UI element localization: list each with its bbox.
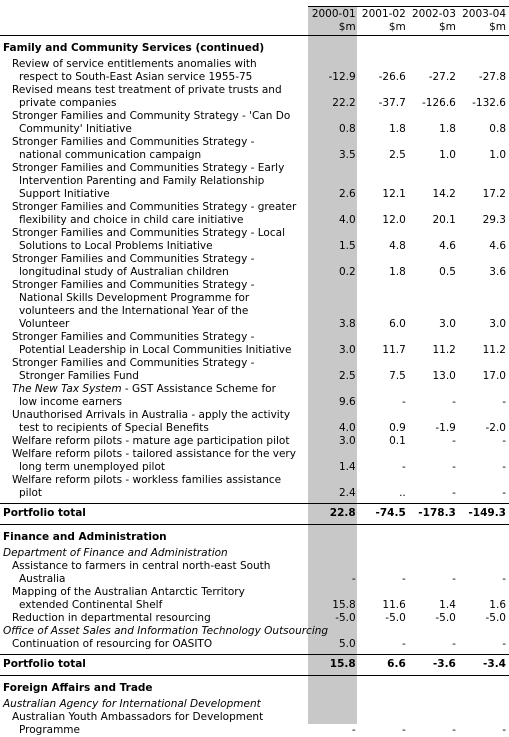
section-heading-row bbox=[0, 676, 509, 699]
measure-label: Stronger Families and Communities Strategy - Potential Leadership in Local Communities Initiative bbox=[0, 331, 309, 357]
measure-label: Reduction in departmental resourcing bbox=[0, 612, 309, 625]
table-row bbox=[0, 409, 509, 435]
measure-label: Welfare reform pilots - tailored assistance for the very long term unemployed pilot bbox=[0, 448, 309, 474]
value-cell: -132.6 bbox=[459, 84, 509, 110]
value-cell: - bbox=[459, 474, 509, 500]
value-cell: - bbox=[409, 638, 459, 651]
measure-label: Stronger Families and Communities Strategy - longitudinal study of Australian children bbox=[0, 253, 309, 279]
value-cell: 2.5 bbox=[309, 357, 359, 383]
value-cell: -126.6 bbox=[409, 84, 459, 110]
section-heading-row bbox=[0, 525, 509, 548]
header-years-row bbox=[0, 8, 509, 21]
portfolio-total-row bbox=[0, 504, 509, 525]
value-cell: 3.0 bbox=[459, 279, 509, 331]
header-top-rule bbox=[308, 6, 509, 7]
value-cell: 9.6 bbox=[309, 383, 359, 409]
unit-header: $m bbox=[409, 21, 459, 36]
value-cell: - bbox=[409, 435, 459, 448]
value-cell: - bbox=[359, 383, 409, 409]
value-cell: - bbox=[309, 560, 359, 586]
measures-table bbox=[0, 8, 509, 737]
value-cell: - bbox=[409, 383, 459, 409]
value-cell: 0.1 bbox=[359, 435, 409, 448]
value-cell: - bbox=[309, 711, 359, 737]
measure-label: Review of service entitlements anomalies with respect to South-East Asian service 1955-75 bbox=[0, 58, 309, 84]
value-cell: - bbox=[359, 560, 409, 586]
value-cell: -3.4 bbox=[459, 655, 509, 676]
measure-label: Assistance to farmers in central north-east South Australia bbox=[0, 560, 309, 586]
table-row bbox=[0, 136, 509, 162]
table-row bbox=[0, 383, 509, 409]
unit-header: $m bbox=[459, 21, 509, 36]
value-cell: 14.2 bbox=[409, 162, 459, 201]
value-cell: 15.8 bbox=[309, 655, 359, 676]
table-body bbox=[0, 36, 509, 737]
section-heading-row bbox=[0, 36, 509, 59]
value-cell: 12.0 bbox=[359, 201, 409, 227]
value-cell: 29.3 bbox=[459, 201, 509, 227]
agency-heading: Australian Agency for International Development bbox=[0, 698, 509, 711]
portfolio-total-label: Portfolio total bbox=[0, 655, 309, 676]
measure-label: Stronger Families and Communities Strategy - Stronger Families Fund bbox=[0, 357, 309, 383]
table-row bbox=[0, 331, 509, 357]
section-heading: Foreign Affairs and Trade bbox=[0, 676, 509, 699]
value-cell: - bbox=[459, 638, 509, 651]
value-cell: 13.0 bbox=[409, 357, 459, 383]
value-cell: -5.0 bbox=[459, 612, 509, 625]
value-cell: - bbox=[459, 448, 509, 474]
measure-label: The New Tax System - GST Assistance Scheme for low income earners bbox=[0, 383, 309, 409]
measure-label: Stronger Families and Communities Strategy - Early Intervention Parenting and Family Relationship Support Initiative bbox=[0, 162, 309, 201]
value-cell: - bbox=[459, 435, 509, 448]
value-cell: 0.9 bbox=[359, 409, 409, 435]
measure-label: Mapping of the Australian Antarctic Territory extended Continental Shelf bbox=[0, 586, 309, 612]
value-cell: .. bbox=[359, 474, 409, 500]
value-cell: - bbox=[459, 383, 509, 409]
budget-measures-table bbox=[0, 8, 509, 737]
measure-label: Revised means test treatment of private trusts and private companies bbox=[0, 84, 309, 110]
table-row bbox=[0, 586, 509, 612]
value-cell: 3.8 bbox=[309, 279, 359, 331]
measure-label: Welfare reform pilots - mature age participation pilot bbox=[0, 435, 309, 448]
value-cell: 1.5 bbox=[309, 227, 359, 253]
measure-label: Stronger Families and Communities Strategy - National Skills Development Programme for volunteers and the International Year of the Volunteer bbox=[0, 279, 309, 331]
value-cell: 1.0 bbox=[459, 136, 509, 162]
header-unit-row bbox=[0, 21, 509, 36]
value-cell: 0.2 bbox=[309, 253, 359, 279]
table-row bbox=[0, 110, 509, 136]
value-cell: - bbox=[409, 560, 459, 586]
value-cell: 4.0 bbox=[309, 409, 359, 435]
table-row bbox=[0, 711, 509, 737]
value-cell: 1.4 bbox=[409, 586, 459, 612]
value-cell: -5.0 bbox=[309, 612, 359, 625]
value-cell: 5.0 bbox=[309, 638, 359, 651]
measure-label: Stronger Families and Communities Strategy - Local Solutions to Local Problems Initiative bbox=[0, 227, 309, 253]
unit-header: $m bbox=[359, 21, 409, 36]
table-row bbox=[0, 227, 509, 253]
value-cell: 22.2 bbox=[309, 84, 359, 110]
value-cell: -5.0 bbox=[409, 612, 459, 625]
table-row bbox=[0, 474, 509, 500]
value-cell: -1.9 bbox=[409, 409, 459, 435]
year-header: 2000-01 bbox=[309, 8, 359, 21]
value-cell: -26.6 bbox=[359, 58, 409, 84]
value-cell: 11.2 bbox=[459, 331, 509, 357]
value-cell: 2.6 bbox=[309, 162, 359, 201]
value-cell: -3.6 bbox=[409, 655, 459, 676]
value-cell: - bbox=[459, 711, 509, 737]
value-cell: 1.4 bbox=[309, 448, 359, 474]
table-row bbox=[0, 612, 509, 625]
table-row bbox=[0, 435, 509, 448]
value-cell: 22.8 bbox=[309, 504, 359, 525]
value-cell: 15.8 bbox=[309, 586, 359, 612]
value-cell: 4.6 bbox=[409, 227, 459, 253]
value-cell: - bbox=[459, 560, 509, 586]
agency-heading-row bbox=[0, 625, 509, 638]
value-cell: -178.3 bbox=[409, 504, 459, 525]
table-row bbox=[0, 638, 509, 651]
year-header: 2003-04 bbox=[459, 8, 509, 21]
year-header: 2001-02 bbox=[359, 8, 409, 21]
table-row bbox=[0, 253, 509, 279]
value-cell: 1.0 bbox=[409, 136, 459, 162]
table-row bbox=[0, 84, 509, 110]
value-cell: 12.1 bbox=[359, 162, 409, 201]
value-cell: 11.2 bbox=[409, 331, 459, 357]
value-cell: - bbox=[359, 638, 409, 651]
value-cell: - bbox=[359, 448, 409, 474]
value-cell: 4.6 bbox=[459, 227, 509, 253]
measure-label: Continuation of resourcing for OASITO bbox=[0, 638, 309, 651]
table-row bbox=[0, 560, 509, 586]
value-cell: 11.6 bbox=[359, 586, 409, 612]
value-cell: - bbox=[409, 711, 459, 737]
agency-heading-row bbox=[0, 547, 509, 560]
value-cell: 6.6 bbox=[359, 655, 409, 676]
value-cell: 3.6 bbox=[459, 253, 509, 279]
value-cell: 20.1 bbox=[409, 201, 459, 227]
section-heading: Family and Community Services (continued) bbox=[0, 36, 509, 59]
agency-heading: Office of Asset Sales and Information Technology Outsourcing bbox=[0, 625, 509, 638]
value-cell: 1.8 bbox=[409, 110, 459, 136]
value-cell: 0.8 bbox=[309, 110, 359, 136]
value-cell: 6.0 bbox=[359, 279, 409, 331]
value-cell: 4.8 bbox=[359, 227, 409, 253]
value-cell: 4.0 bbox=[309, 201, 359, 227]
value-cell: 2.5 bbox=[359, 136, 409, 162]
section-heading: Finance and Administration bbox=[0, 525, 509, 548]
value-cell: - bbox=[359, 711, 409, 737]
table-row bbox=[0, 448, 509, 474]
value-cell: 3.0 bbox=[309, 435, 359, 448]
measure-label: Stronger Families and Communities Strategy - greater flexibility and choice in child care initiative bbox=[0, 201, 309, 227]
value-cell: -27.8 bbox=[459, 58, 509, 84]
measure-label: Stronger Families and Community Strategy - 'Can Do Community' Initiative bbox=[0, 110, 309, 136]
table-row bbox=[0, 201, 509, 227]
agency-heading: Department of Finance and Administration bbox=[0, 547, 509, 560]
value-cell: -37.7 bbox=[359, 84, 409, 110]
value-cell: 1.8 bbox=[359, 110, 409, 136]
value-cell: 3.5 bbox=[309, 136, 359, 162]
value-cell: 3.0 bbox=[409, 279, 459, 331]
measure-label: Stronger Families and Communities Strategy - national communication campaign bbox=[0, 136, 309, 162]
portfolio-total-label: Portfolio total bbox=[0, 504, 309, 525]
value-cell: -2.0 bbox=[459, 409, 509, 435]
value-cell: 11.7 bbox=[359, 331, 409, 357]
table-row bbox=[0, 58, 509, 84]
value-cell: - bbox=[409, 448, 459, 474]
measure-label: Welfare reform pilots - workless families assistance pilot bbox=[0, 474, 309, 500]
value-cell: 2.4 bbox=[309, 474, 359, 500]
agency-heading-row bbox=[0, 698, 509, 711]
value-cell: -74.5 bbox=[359, 504, 409, 525]
value-cell: -5.0 bbox=[359, 612, 409, 625]
table-row bbox=[0, 162, 509, 201]
value-cell: 17.2 bbox=[459, 162, 509, 201]
value-cell: 7.5 bbox=[359, 357, 409, 383]
value-cell: 1.6 bbox=[459, 586, 509, 612]
unit-header: $m bbox=[309, 21, 359, 36]
value-cell: -12.9 bbox=[309, 58, 359, 84]
value-cell: 3.0 bbox=[309, 331, 359, 357]
value-cell: 17.0 bbox=[459, 357, 509, 383]
measure-label-italic: The New Tax System bbox=[12, 383, 122, 395]
value-cell: -149.3 bbox=[459, 504, 509, 525]
value-cell: - bbox=[409, 474, 459, 500]
value-cell: 0.5 bbox=[409, 253, 459, 279]
value-cell: -27.2 bbox=[409, 58, 459, 84]
measure-label: Unauthorised Arrivals in Australia - apply the activity test to recipients of Special Benefits bbox=[0, 409, 309, 435]
measure-label: Australian Youth Ambassadors for Development Programme bbox=[0, 711, 309, 737]
table-row bbox=[0, 279, 509, 331]
portfolio-total-row bbox=[0, 655, 509, 676]
year-header: 2002-03 bbox=[409, 8, 459, 21]
value-cell: 1.8 bbox=[359, 253, 409, 279]
table-row bbox=[0, 357, 509, 383]
value-cell: 0.8 bbox=[459, 110, 509, 136]
